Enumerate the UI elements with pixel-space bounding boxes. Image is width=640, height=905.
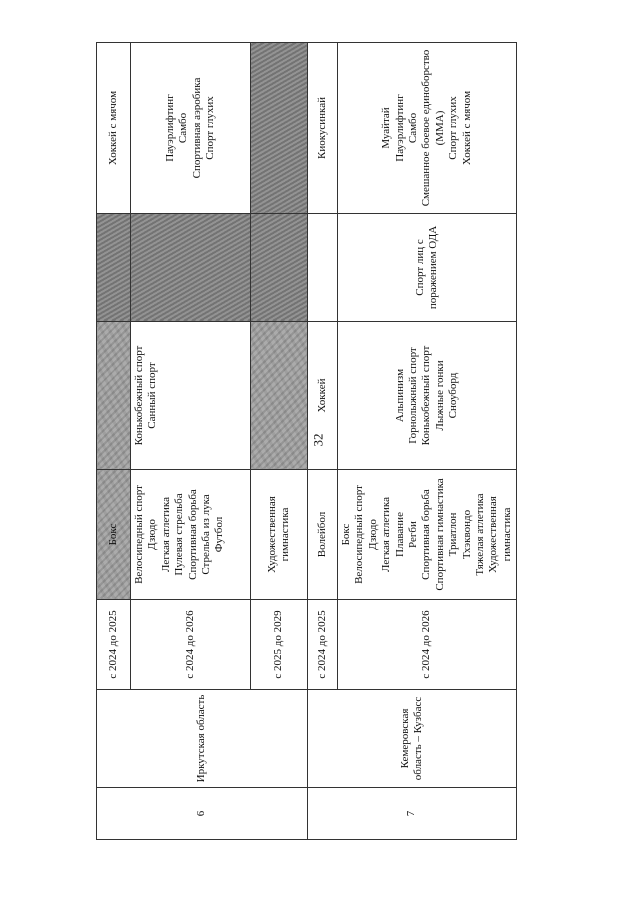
document-sheet [96,43,513,840]
sports-regions-table [96,42,517,840]
row-number-7: 7 [308,788,517,840]
period-cell: с 2024 до 2025 [97,600,131,690]
rotated-table-wrapper [96,43,513,840]
winter-sports-cell: Альпинизм Горнолыжный спорт Конькобежный спорт Лыжные гонки Сноуборд [338,322,517,470]
summer-sports-cell: Бокс Велосипедный спорт Дзюдо Легкая атлетика Плавание Регби Спортивная борьба Спортивная гимнастика Триатлон Тхэквондо Тяжелая атлетика Художественная гимнастика [338,470,517,600]
deaf-sports-cell: Муайтай Пауэрлифтинг Самбо Смешанное боевое единоборство (ММА) Спорт глухих Хоккей с мячом [338,43,517,214]
period-cell: с 2024 до 2026 [131,600,251,690]
deaf-sports-cell: Пауэрлифтинг Самбо Спортивная аэробика Спорт глухих [131,43,251,214]
deaf-sports-cell: Киокусинкай [308,43,338,214]
winter-sports-cell [97,322,131,470]
table-row [97,43,131,840]
region-kemerovo: Кемеровская область – Кузбасс [308,690,517,788]
period-cell: с 2024 до 2026 [338,600,517,690]
summer-sports-cell: Волейбол [308,470,338,600]
paralympic-sports-cell [251,214,308,322]
period-cell: с 2025 до 2029 [251,600,308,690]
paralympic-sports-cell [131,214,251,322]
summer-sports-cell: Художественная гимнастика [251,470,308,600]
period-cell: с 2024 до 2025 [308,600,338,690]
page-number: 32 [310,433,326,447]
winter-sports-cell: Конькобежный спорт Санный спорт [131,322,251,470]
winter-sports-cell [251,322,308,470]
row-number-6: 6 [97,788,308,840]
winter-sports-cell: Хоккей [308,322,338,470]
table-row [308,43,338,840]
summer-sports-cell: Велосипедный спорт Дзюдо Легкая атлетика Пулевая стрельба Спортивная борьба Стрельба из лука Футбол [131,470,251,600]
deaf-sports-cell [251,43,308,214]
paralympic-sports-cell: Спорт лиц с поражением ОДА [338,214,517,322]
paralympic-sports-cell [308,214,338,322]
paralympic-sports-cell [97,214,131,322]
summer-sports-cell: Бокс [97,470,131,600]
deaf-sports-cell: Хоккей с мячом [97,43,131,214]
region-irkutsk: Иркутская область [97,690,308,788]
